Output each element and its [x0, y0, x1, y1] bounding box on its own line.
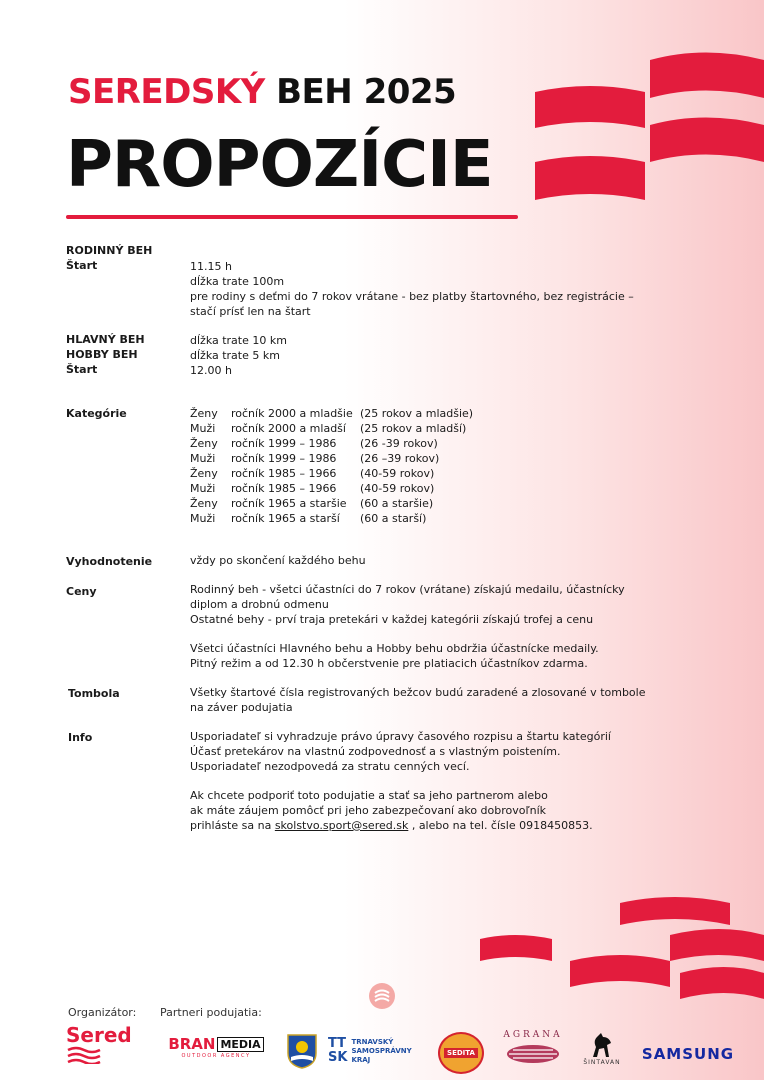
- rodinny-start-label: Štart: [66, 259, 98, 272]
- hlavny-start-label: Štart: [66, 363, 98, 376]
- kategorie-gender: Ženy: [190, 407, 218, 420]
- samsung-logo: [638, 1044, 738, 1064]
- kategorie-label: Kategórie: [66, 407, 127, 420]
- kategorie-age: (25 rokov a mladšie): [360, 407, 474, 420]
- rodinny-line: dĺžka trate 100m: [190, 275, 285, 288]
- kategorie-age: (26 –39 rokov): [360, 452, 440, 465]
- kategorie-gender: Ženy: [190, 437, 218, 450]
- bran-media-logo: [162, 1032, 270, 1062]
- kategorie-age: (60 a starší): [360, 512, 427, 525]
- agrana-text: AGRANA: [503, 1030, 563, 1040]
- tombola-line: na záver podujatia: [190, 701, 293, 714]
- info-line: Účasť pretekárov na vlastnú zodpovednosť a s vlastným poistením.: [190, 745, 561, 758]
- ceny-label: Ceny: [66, 585, 97, 598]
- contact-prefix: prihláste sa na: [190, 819, 272, 832]
- info-line: Usporiadateľ nezodpovedá za stratu cenných vecí.: [190, 760, 470, 773]
- kategorie-rocnik: ročník 1985 – 1966: [231, 467, 337, 480]
- ceny-line: Pitný režim a od 12.30 h občerstvenie pre platiacich účastníkov zdarma.: [190, 657, 588, 670]
- kategorie-rocnik: ročník 1999 – 1986: [231, 437, 337, 450]
- sintavan-text: ŠINTAVAN: [583, 1058, 621, 1066]
- ttsk-line: KRAJ: [351, 1055, 371, 1064]
- hlavny-distance: dĺžka trate 10 km: [190, 334, 287, 347]
- ceny-line: Všetci účastníci Hlavného behu a Hobby behu obdržia účastnícke medaily.: [190, 642, 599, 655]
- kategorie-gender: Muži: [190, 452, 216, 465]
- ceny-line: Rodinný beh - všetci účastníci do 7 rokov (vrátane) získajú medailu, účastnícky: [190, 583, 625, 596]
- wave-decoration-bottom: [480, 895, 764, 1015]
- vyhodnotenie-text: vždy po skončení každého behu: [190, 554, 366, 567]
- agrana-logo: [496, 1024, 570, 1070]
- info-line: Ak chcete podporiť toto podujatie a stať sa jeho partnerom alebo: [190, 789, 548, 802]
- vyhodnotenie-label: Vyhodnotenie: [66, 555, 153, 568]
- hlavny-beh-label: HLAVNÝ BEH: [66, 333, 145, 346]
- field-icon: [503, 1040, 563, 1064]
- organizer-label: Organizátor:: [68, 1006, 137, 1019]
- kategorie-rocnik: ročník 1965 a starší: [231, 512, 340, 525]
- kategorie-gender: Ženy: [190, 467, 218, 480]
- tt-text: TT: [328, 1036, 347, 1051]
- kategorie-gender: Ženy: [190, 497, 218, 510]
- kategorie-age: (26 -39 rokov): [360, 437, 438, 450]
- bran-subtitle: OUTDOOR AGENCY: [181, 1053, 251, 1059]
- sintavan-logo: [578, 1026, 626, 1070]
- hobby-beh-label: HOBBY BEH: [66, 348, 138, 361]
- rodinny-line: pre rodiny s deťmi do 7 rokov vrátane - bez platby štartovného, bez registrácie –: [190, 290, 634, 303]
- rodinny-beh-label: RODINNÝ BEH: [66, 244, 153, 257]
- ttsk-line: SAMOSPRÁVNY: [351, 1046, 412, 1055]
- info-contact: [190, 818, 593, 833]
- hlavny-start-time: 12.00 h: [190, 364, 232, 377]
- email-link[interactable]: skolstvo.sport@sered.sk: [274, 819, 409, 832]
- kategorie-gender: Muži: [190, 422, 216, 435]
- kategorie-gender: Muži: [190, 512, 216, 525]
- kategorie-gender: Muži: [190, 482, 216, 495]
- rodinny-line: stačí prísť len na štart: [190, 305, 311, 318]
- kategorie-age: (40-59 rokov): [360, 482, 435, 495]
- kategorie-rocnik: ročník 1985 – 1966: [231, 482, 337, 495]
- media-text: MEDIA: [217, 1037, 263, 1052]
- kategorie-age: (60 a staršie): [360, 497, 434, 510]
- partners-label: Partneri podujatia:: [160, 1006, 262, 1019]
- kategorie-rocnik: ročník 1965 a staršie: [231, 497, 347, 510]
- hobby-distance: dĺžka trate 5 km: [190, 349, 280, 362]
- ttsk-line: TRNAVSKÝ: [351, 1037, 394, 1046]
- kategorie-rocnik: ročník 2000 a mladšie: [231, 407, 353, 420]
- tombola-line: Všetky štartové čísla registrovaných bežcov budú zaradené a zlosované v tombole: [190, 686, 646, 699]
- event-title: [68, 72, 456, 112]
- sedita-logo: [438, 1032, 484, 1074]
- page-title: PROPOZÍCIE: [66, 128, 493, 202]
- rodinny-line: 11.15 h: [190, 260, 232, 273]
- sered-wave-icon: [66, 1046, 106, 1064]
- coat-of-arms-icon: [286, 1033, 318, 1069]
- tombola-label: Tombola: [68, 687, 120, 700]
- event-title-black: BEH 2025: [276, 72, 457, 112]
- sered-logo: [66, 1022, 138, 1066]
- ceny-line: Ostatné behy - prví traja pretekári v každej kategórii získajú trofej a cenu: [190, 613, 594, 626]
- kategorie-rocnik: ročník 2000 a mladší: [231, 422, 346, 435]
- kategorie-rocnik: ročník 1999 – 1986: [231, 452, 337, 465]
- sered-logo-text: Sered: [66, 1023, 132, 1047]
- title-underline: [66, 215, 518, 219]
- kategorie-age: (25 rokov a mladší): [360, 422, 467, 435]
- ttsk-logo: [328, 1034, 428, 1068]
- sedita-text: SEDITA: [444, 1048, 478, 1058]
- sk-text: SK: [328, 1050, 348, 1065]
- event-title-red: SEREDSKÝ: [68, 72, 265, 112]
- info-label: Info: [68, 731, 93, 744]
- samsung-text: SAMSUNG: [641, 1045, 735, 1063]
- wave-decoration-top: [530, 50, 764, 215]
- kategorie-age: (40-59 rokov): [360, 467, 435, 480]
- contact-suffix: , alebo na tel. čísle 0918450853.: [411, 819, 593, 832]
- info-line: ak máte záujem pomôcť pri jeho zabezpečovaní ako dobrovoľník: [190, 804, 547, 817]
- ceny-line: diplom a drobnú odmenu: [190, 598, 329, 611]
- horse-icon: [587, 1031, 617, 1059]
- bran-text: BRAN: [168, 1035, 216, 1053]
- info-line: Usporiadateľ si vyhradzuje právo úpravy časového rozpisu a štartu kategórií: [190, 730, 611, 743]
- sered-emblem-icon: [368, 982, 396, 1010]
